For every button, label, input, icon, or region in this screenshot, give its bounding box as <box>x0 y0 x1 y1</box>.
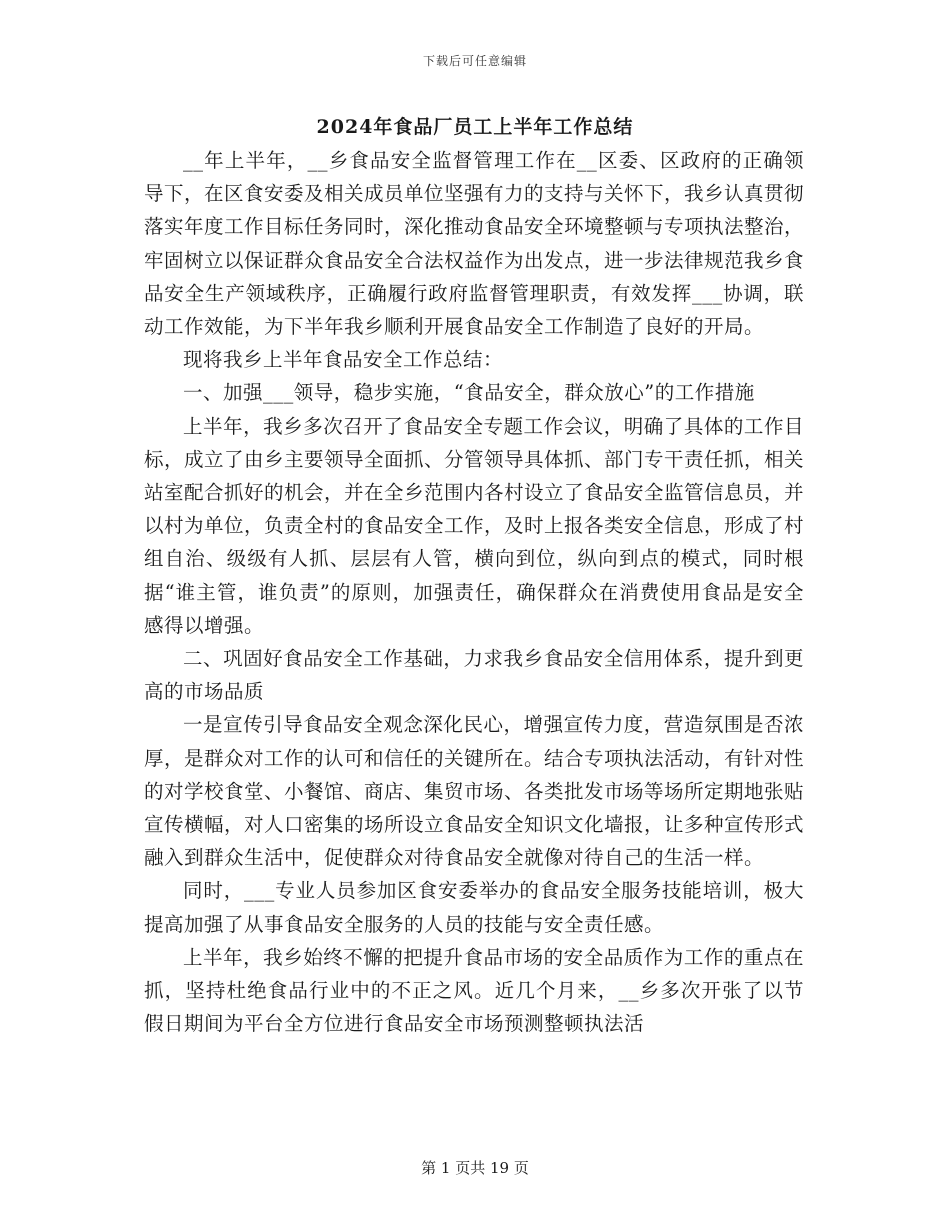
paragraph-summary-lead: 现将我乡上半年食品安全工作总结： <box>183 348 504 372</box>
document-body <box>144 144 804 1040</box>
section-heading-1: 一、加强___领导，稳步实施，“食品安全，群众放心”的工作措施 <box>183 381 755 405</box>
paragraph-section-1: 上半年，我乡多次召开了食品安全专题工作会议，明确了具体的工作目标，成立了由乡主要领导全面抓、分管领导具体抓、部门专干责任抓，相关站室配合抓好的机会，并在全乡范围内各村设立了食品安全监管信息员，并以村为单位，负责全村的食品安全工作，及时上报各类安全信息，形成了村组自治、级级有人抓、层层有人管，横向到位，纵向到点的模式，同时根据“谁主管，谁负责”的原则，加强责任，确保群众在消费使用食品是安全感得以增强。 <box>144 414 805 637</box>
paragraph-publicity: 一是宣传引导食品安全观念深化民心，增强宣传力度，营造氛围是否浓厚，是群众对工作的认可和信任的关键所在。结合专项执法活动，有针对性的对学校食堂、小餐馆、商店、集贸市场、各类批发市场等场所定期地张贴宣传横幅，对人口密集的场所设立食品安全知识文化墙报，让多种宣传形式融入到群众生活中，促使群众对待食品安全就像对待自己的生活一样。 <box>144 713 805 870</box>
paragraph-intro: __年上半年，__乡食品安全监督管理工作在__区委、区政府的正确领导下，在区食安委及相关成员单位坚强有力的支持与关怀下，我乡认真贯彻落实年度工作目标任务同时，深化推动食品安全环境整顿与专项执法整治，牢固树立以保证群众食品安全合法权益作为出发点，进一步法律规范我乡食品安全生产领域秩序，正确履行政府监督管理职责，有效发挥___协调，联动工作效能，为下半年我乡顺利开展食品安全工作制造了良好的开局。 <box>144 149 805 339</box>
section-heading-2: 二、巩固好食品安全工作基础，力求我乡食品安全信用体系，提升到更高的市场品质 <box>144 647 804 704</box>
page-header-note: 下载后可任意编辑 <box>422 54 527 68</box>
document-title: 2024年食品厂员工上半年工作总结 <box>316 116 634 138</box>
paragraph-training: 同时，___专业人员参加区食安委举办的食品安全服务技能培训，极大提高加强了从事食品安全服务的人员的技能与安全责任感。 <box>144 879 804 936</box>
paragraph-market-quality: 上半年，我乡始终不懈的把提升食品市场的安全品质作为工作的重点在抓，坚持杜绝食品行业中的不正之风。近几个月来，__乡多次开张了以节假日期间为平台全方位进行食品安全市场预测整顿执法活 <box>144 945 804 1036</box>
page-number-footer: 第 1 页共 19 页 <box>421 1159 529 1177</box>
